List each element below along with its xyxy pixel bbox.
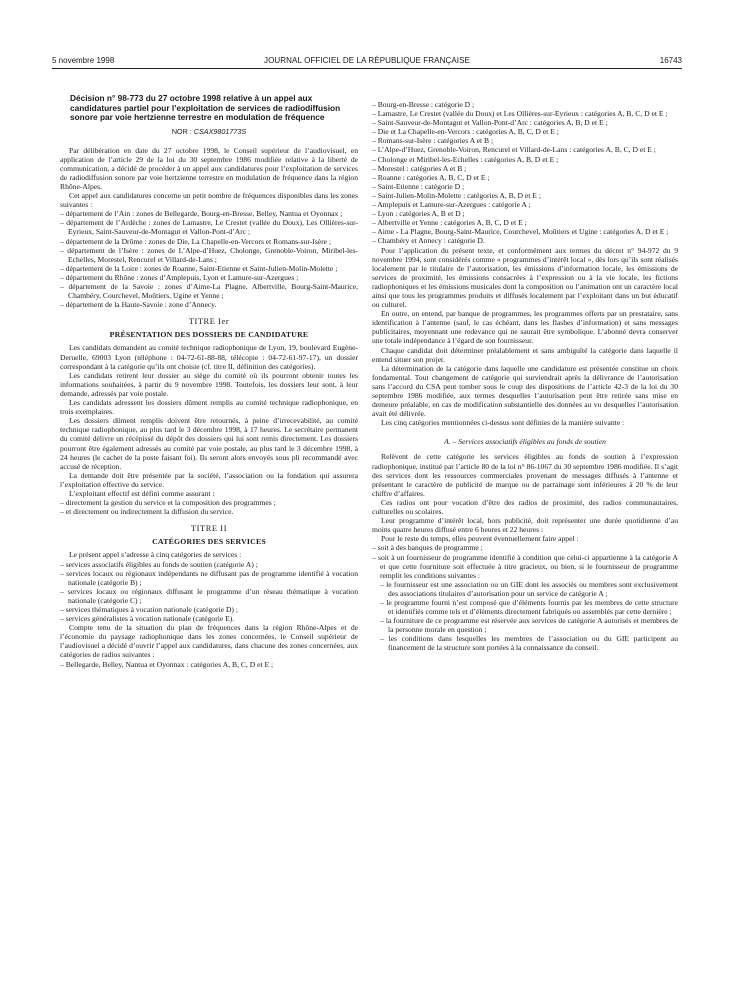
paragraph: Les candidats retirent leur dossier au siège du comité où ils pourront obtenir toutes les informations souhaitées, à partir du 9 novembre 1998. Toutefois, les dossiers leur sont, à leur demande, adressés par voie postale. (60, 370, 358, 398)
section-subheading: CATÉGORIES DES SERVICES (152, 537, 266, 547)
list-item: – département de l’Ain : zones de Bellegarde, Bourg-en-Bresse, Belley, Nantua et Oyonnax ; (60, 209, 358, 218)
paragraph: Relèvent de cette catégorie les services éligibles au fonds de soutien à l’expression radiophonique, institué par l’article 80 de la loi n° 86-1067 du 30 septembre 1986 modifiée. Il s’agit des services dont les ressources commerciales provenant de messages diffusés à l’antenne et présentant le caractère de publicité de marque ou de parrainage sont inférieures à 20 % de leur chiffre d’affaires. (372, 452, 678, 498)
page-header (52, 56, 682, 68)
list-item: – Bellegarde, Belley, Nantua et Oyonnax : catégories A, B, C, D et E ; (60, 660, 358, 669)
list-item: – Roanne : catégories A, B, C, D et E ; (372, 173, 678, 182)
paragraph: Leur programme d’intérêt local, hors publicité, doit représenter une durée quotidienne d’au moins quatre heures diffusé entre 6 heures et 22 heures : (372, 516, 678, 535)
decision-title: Décision n° 98-773 du 27 octobre 1998 relative à un appel aux candidatures partiel pour l’exploitation de services de radiodiffusion sonore par voie hertzienne terrestre en modulation de fréquence (70, 93, 341, 122)
paragraph: La demande doit être présentée par la société, l’association ou la fondation qui assurera l’exploitation effective du service. (60, 470, 358, 489)
list-item: – Amplepuis et Lamure-sur-Azergues : catégorie A ; (372, 200, 678, 209)
list-item: – département de l’Ardèche : zones de Lamastre, Le Crestet (vallée du Doux), Les Ollières-sur-Eyrieux, Saint-Sauveur-de-Montagut et Vallon-Pont-d’Arc ; (60, 218, 358, 236)
exploitant-list (60, 498, 358, 516)
list-item: – Romans-sur-Isère : catégories A et B ; (372, 136, 678, 145)
paragraph: Par délibération en date du 27 octobre 1998, le Conseil supérieur de l’audiovisuel, en application de l’article 29 de la loi du 30 septembre 1986 modifiée relative à la liberté de communication, a décidé de procéder à un appel aux candidatures pour l’exploitation de services de radiodiffusion sonore par voie hertzienne terrestre en modulation de fréquence dans la région Rhône-Alpes. (60, 145, 358, 191)
nor-line (60, 127, 358, 136)
paragraph: Les candidats demandent au comité technique radiophonique de Lyon, 19, boulevard Eugène-Deruelle, 69003 Lyon (téléphone : 04-72-61-88-88, télécopie : 04-72-61-97-17), un dossier correspondant à la catégorie qu’ils ont choisie (cf. titre II, définition des catégories). (60, 343, 358, 371)
list-item: – services locaux ou régionaux diffusant le programme d’un réseau thématique à vocation nationale (catégorie C) ; (60, 587, 358, 605)
list-item: – Morestel : catégories A et B ; (372, 164, 678, 173)
section-heading-titre-2: TITRE II (190, 524, 228, 534)
list-item: – Lyon : catégories A, B et D ; (372, 209, 678, 218)
list-item: – département du Rhône : zones d’Amplepuis, Lyon et Lamure-sur-Azergues ; (60, 273, 358, 282)
list-item: – Saint-Etienne : catégorie D ; (372, 182, 678, 191)
list-item: – services associatifs éligibles au fonds de soutien (catégorie A) ; (60, 560, 358, 569)
zone-categories-list (60, 660, 358, 669)
list-item: – et directement ou indirectement la diffusion du service. (60, 507, 358, 516)
paragraph: Le présent appel s’adresse à cinq catégories de services : (69, 550, 242, 560)
list-item: – soit à des banques de programme ; (372, 543, 678, 552)
paragraph: Les cinq catégories mentionnées ci-dessus sont définies de la manière suivante : (381, 418, 625, 428)
list-item: – les conditions dans lesquelles les membres de l’association ou du GIE participent au financement de la structure sont portées à la connaissance du conseil. (372, 634, 678, 652)
paragraph: Les dossiers dûment remplis doivent être retournés, à peine d’irrecevabilité, au comité technique radiophonique, au plus tard le 3 décembre 1998, à 17 heures. Le secrétaire permanent du comité délivre un récépissé du dépôt des dossiers qui lui sont remis directement. Les dossiers pourront être également adressés au comité par voie postale, au plus tard le 3 décembre 1998, à 24 heures (le cachet de la poste faisant foi). Ils seront alors envoyés sous pli recommandé avec accusé de réception. (60, 416, 358, 471)
list-item: – le fournisseur est une association ou un GIE dont les associés ou membres sont exclusivement des associations titulaires d’autorisation pour un service de catégorie A ; (372, 580, 678, 598)
list-item: – département de l’Isère : zones de L’Alpe-d’Huez, Cholonge, Grenoble-Voiron, Miribel-les-Echelles, Morestel, Rencurel et Villard-de-Lans ; (60, 246, 358, 264)
conditions-list (372, 580, 678, 653)
paragraph: En outre, on entend, par banque de programmes, les programmes offerts par un prestataire, sans identification à l’antenne (sauf, le cas échéant, dans les flashes d’information) et sans messages publicitaires, moyennant une redevance qui ne saurait être symbolique. L’abonné devra conserver une totale indépendance à l’égard de son fournisseur. (372, 309, 678, 346)
list-item: – directement la gestion du service et la composition des programmes ; (60, 498, 358, 507)
header-journal: JOURNAL OFFICIEL DE LA RÉPUBLIQUE FRANÇAISE (264, 56, 470, 65)
paragraph: Chaque candidat doit déterminer préalablement et sans ambiguïté la catégorie dans laquelle il entend situer son projet. (372, 345, 678, 364)
nor-label: NOR : (171, 126, 192, 136)
list-item: – Bourg-en-Bresse : catégorie D ; (372, 100, 678, 109)
list-item: – département de la Drôme : zones de Die, La Chapelle-en-Vercors et Romans-sur-Isère ; (60, 237, 358, 246)
paragraph: Pour l’application du présent texte, et conformément aux termes du décret n° 94-972 du 9 novembre 1994, sont considérés comme « programmes d’intérêt local », dès lors qu’ils sont réalisés localement par le titulaire de l’autorisation, les émissions d’information locale, les émissions de services de proximité, les émissions consacrées à l’expression ou à la vie locale, les fictions radiophoniques et les émissions musicales dont la composition ou l’animation ont un caractère local ainsi que tous les programmes produits et diffusés localement par l’exploitant dans un but éducatif ou culturel. (372, 245, 678, 310)
nor-code: CSAX9801773S (193, 126, 247, 136)
paragraph: Ces radios ont pour vocation d’être des radios de proximité, des radios communautaires, culturelles ou scolaires. (372, 497, 678, 517)
list-item: – Albertville et Yenne : catégories A, B, C, D et E ; (372, 218, 678, 227)
list-item: – département de la Haute-Savoie : zone d’Annecy. (60, 300, 358, 309)
header-rule (52, 68, 682, 69)
section-a-heading: A. – Services associatifs éligibles au fonds de soutien (444, 437, 606, 447)
right-column (372, 100, 678, 653)
list-item: – Chambéry et Annecy : catégorie D. (372, 236, 678, 245)
list-item: – services locaux ou régionaux indépendants ne diffusant pas de programme identifié à vocation nationale (catégorie B) ; (60, 569, 358, 587)
zone-categories-list (372, 100, 678, 246)
list-item: – Aime - La Plagne, Bourg-Saint-Maurice, Courchevel, Moûtiers et Ugine : catégories A, D et E ; (372, 227, 678, 236)
options-list (372, 543, 678, 579)
list-item: – services généralistes à vocation nationale (catégorie E). (60, 614, 358, 623)
list-item: – Cholonge et Miribel-les-Echelles : catégories A, B, D et E ; (372, 155, 678, 164)
list-item: – Die et La Chapelle-en-Vercors : catégories A, B, C, D et E ; (372, 127, 678, 136)
list-item: – Saint-Sauveur-de-Montagut et Vallon-Pont-d’Arc : catégories A, B, D et E ; (372, 118, 678, 127)
section-subheading: PRÉSENTATION DES DOSSIERS DE CANDIDATURE (109, 330, 309, 340)
list-item: – services thématiques à vocation nationale (catégorie D) ; (60, 605, 358, 614)
list-item: – département de la Savoie : zones d’Aime-La Plagne, Albertville, Bourg-Saint-Maurice, Chambéry, Courchevel, Moûtiers, Ugine et Yenne ; (60, 282, 358, 300)
list-item: – soit à un fournisseur de programme identifié à condition que celui-ci appartienne à la catégorie A et que cette fourniture soit effectuée à titre gracieux, ou bien, si le fournisseur de programme remplit les conditions suivantes : (372, 553, 678, 580)
list-item: – département de la Loire : zones de Roanne, Saint-Etienne et Saint-Julien-Molin-Molette ; (60, 264, 358, 273)
list-item: – la fourniture de ce programme est réservée aux services de catégorie A autorisés et membres de la personne morale en question ; (372, 616, 678, 634)
section-heading-titre-1: TITRE Ier (188, 317, 230, 327)
header-date: 5 novembre 1998 (52, 56, 115, 65)
list-item: – Lamastre, Le Crestet (vallée du Doux) et Les Ollières-sur-Eyrieux : catégories A, B, C, D et E ; (372, 109, 678, 118)
header-page-number: 16743 (659, 56, 682, 65)
paragraph: Compte tenu de la situation du plan de fréquences dans la région Rhône-Alpes et de l’économie du paysage radiophonique dans les zones concernées, le Conseil supérieur de l’audiovisuel a décidé d’ouvrir l’appel aux candidatures, dans chacune des zones concernées, aux catégories de radios suivantes : (60, 623, 358, 660)
left-column (60, 94, 358, 669)
paragraph: La détermination de la catégorie dans laquelle une candidature est présentée constitue un choix fondamental. Tout changement de catégorie qui surviendrait après la délivrance de l’autorisation sans l’accord du CSA peut tomber sous le coup des dispositions de l’article 42-3 de la loi du 30 septembre 1986 modifiée, aux termes desquelles l’autorisation peut être retirée sans mise en demeure préalable, en cas de modification substantielle des données au vu desquelles l’autorisation avait été délivrée. (372, 363, 678, 419)
paragraph: Pour le reste du temps, elles peuvent éventuellement faire appel : (381, 534, 579, 544)
paragraph: Cet appel aux candidatures concerne un petit nombre de fréquences disponibles dans les zones suivantes : (60, 191, 358, 210)
categories-list (60, 560, 358, 624)
list-item: – L’Alpe-d’Huez, Grenoble-Voiron, Rencurel et Villard-de-Lans : catégories A, B, C, D et E ; (372, 145, 678, 154)
paragraph: Les candidats adressent les dossiers dûment remplis au comité technique radiophonique, en trois exemplaires. (60, 398, 358, 417)
paragraph: L’exploitant effectif est défini comme assurant : (69, 488, 215, 498)
zones-list (60, 209, 358, 309)
list-item: – Saint-Julien-Molin-Molette : catégories A, B, D et E ; (372, 191, 678, 200)
list-item: – le programme fourni n’est composé que d’éléments fournis par les membres de cette structure et identifiés comme tels et d’éléments directement fabriqués ou assemblés par cette dernière ; (372, 598, 678, 616)
